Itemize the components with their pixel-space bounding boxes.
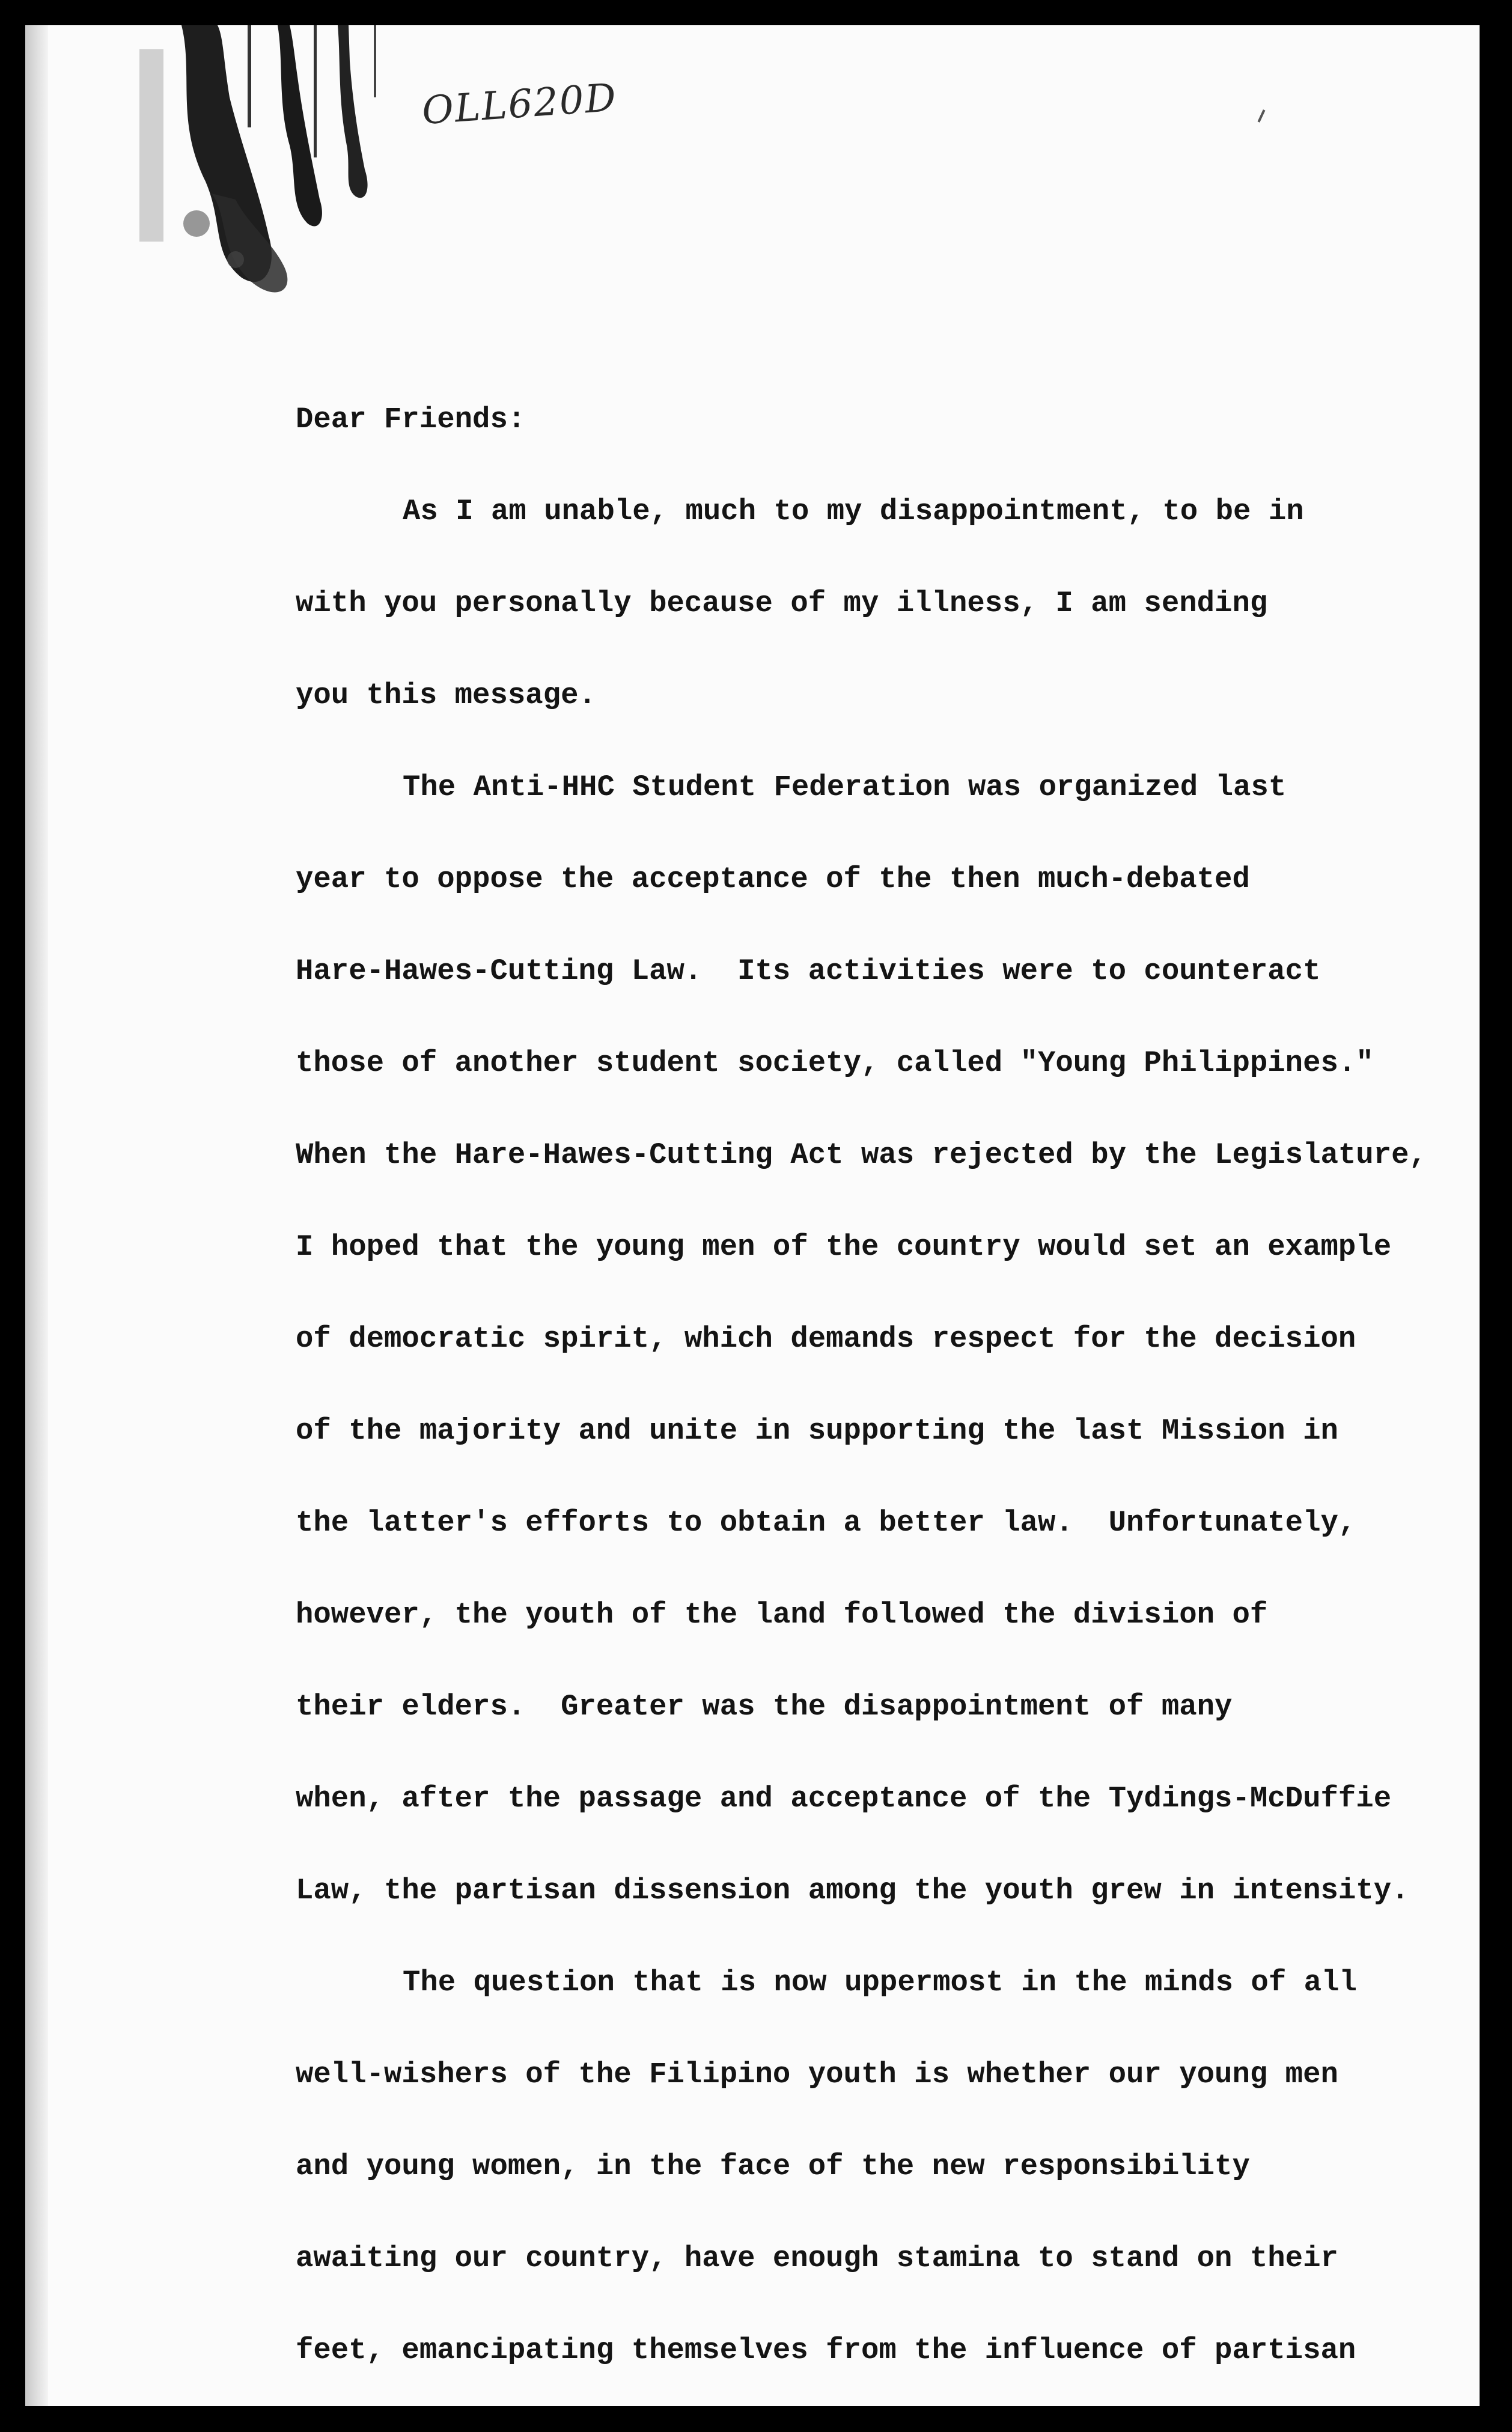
letter-line: and young women, in the face of the new responsibility: [296, 2150, 1250, 2183]
letter-line: of the majority and unite in supporting the last Mission in: [296, 1414, 1338, 1448]
letter-line: When the Hare-Hawes-Cutting Act was rejected by the Legislature,: [296, 1138, 1427, 1172]
page-edge-shadow: [25, 25, 48, 2406]
letter-line: I hoped that the young men of the country would set an example: [296, 1230, 1392, 1264]
letter-line: when, after the passage and acceptance of the Tydings-McDuffie: [296, 1782, 1392, 1815]
letter-line: however, the youth of the land followed the division of: [296, 1598, 1268, 1632]
letter-line: their elders. Greater was the disappointment of many: [296, 1690, 1233, 1723]
letter-line: Hare-Hawes-Cutting Law. Its activities were to counteract: [296, 954, 1321, 988]
letter-line: you this message.: [296, 678, 596, 712]
letter-line: of democratic spirit, which demands respect for the decision: [296, 1322, 1356, 1356]
letter-line: the latter's efforts to obtain a better law. Unfortunately,: [296, 1506, 1356, 1540]
letter-line: Law, the partisan dissension among the youth grew in intensity.: [296, 1874, 1409, 1907]
letter-line: well-wishers of the Filipino youth is whether our young men: [296, 2058, 1338, 2091]
binding-stain: [139, 25, 392, 308]
letter-line: those of another student society, called "Young Philippines.": [296, 1046, 1374, 1080]
letter-line: The Anti-HHC Student Federation was organized last: [403, 770, 1287, 804]
letter-line: awaiting our country, have enough stamina to stand on their: [296, 2242, 1338, 2275]
document-page: [25, 25, 1480, 2406]
letter-line: feet, emancipating themselves from the influence of partisan: [296, 2333, 1356, 2367]
handwritten-archive-code: OLL620D: [420, 75, 619, 134]
stray-pen-mark: [1258, 109, 1266, 123]
letter-line: The question that is now uppermost in the minds of all: [403, 1966, 1357, 1999]
letter-body: [296, 374, 1480, 2397]
letter-line: year to oppose the acceptance of the then much-debated: [296, 862, 1250, 896]
salutation: Dear Friends:: [296, 403, 526, 436]
letter-line: As I am unable, much to my disappointment, to be in: [403, 495, 1304, 528]
letter-line: with you personally because of my illness, I am sending: [296, 587, 1268, 620]
letter-text-lines: [296, 466, 1480, 2397]
